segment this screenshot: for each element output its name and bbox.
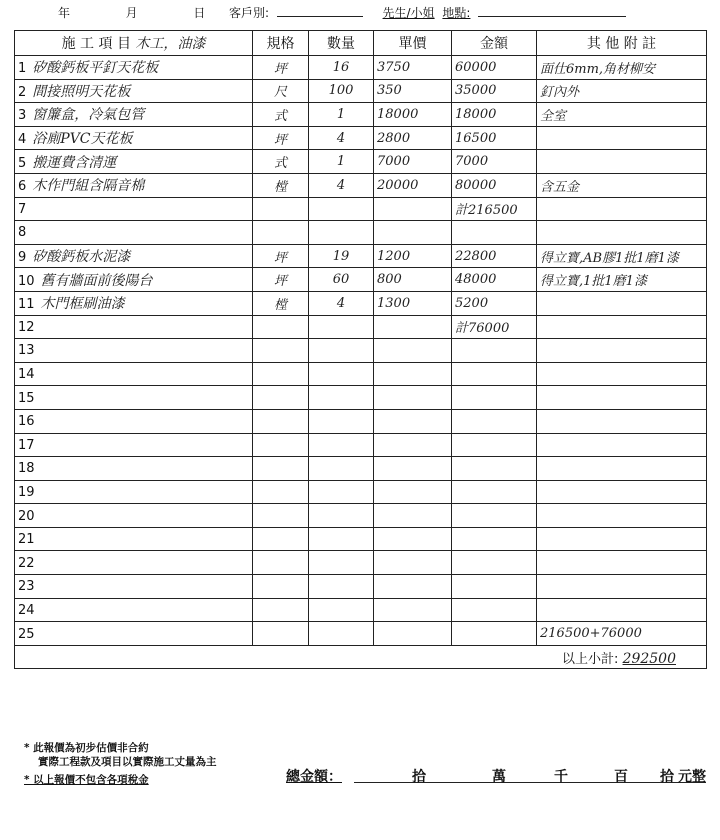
row-item-cell <box>15 79 253 103</box>
row-item-cell <box>15 221 253 245</box>
row-spec: 坪 <box>253 56 309 80</box>
row-qty: 1 <box>309 103 374 127</box>
row-qty <box>309 504 374 528</box>
row-amount: 5200 <box>452 291 537 315</box>
row-price <box>374 598 452 622</box>
footer-note-tax: * 以上報價不包含各項稅金 <box>24 774 149 786</box>
row-qty <box>309 386 374 410</box>
row-item-cell <box>15 386 253 410</box>
row-item-cell <box>15 598 253 622</box>
row-price <box>374 480 452 504</box>
header-line <box>58 4 630 21</box>
row-number: 8 <box>18 225 27 241</box>
total-amount-label: 總金額： <box>286 769 342 785</box>
row-qty: 100 <box>309 79 374 103</box>
table-row <box>15 79 707 103</box>
row-price: 2800 <box>374 126 452 150</box>
row-number: 21 <box>18 532 35 548</box>
row-note: 全室 <box>537 103 707 127</box>
subtotal-value: 292500 <box>622 650 676 667</box>
row-item-cell <box>15 150 253 174</box>
total-amount-line <box>354 782 706 783</box>
row-note <box>537 527 707 551</box>
row-amount <box>452 622 537 646</box>
row-price <box>374 409 452 433</box>
table-header-row <box>15 31 707 56</box>
row-item-cell <box>15 457 253 481</box>
row-amount: 計216500 <box>452 197 537 221</box>
row-item-cell <box>15 362 253 386</box>
row-qty <box>309 527 374 551</box>
row-number: 1 <box>18 61 27 77</box>
row-amount <box>452 339 537 363</box>
table-row <box>15 504 707 528</box>
row-qty: 19 <box>309 244 374 268</box>
row-price <box>374 433 452 457</box>
row-price: 350 <box>374 79 452 103</box>
row-amount <box>452 386 537 410</box>
row-spec <box>253 362 309 386</box>
row-note: 含五金 <box>537 173 707 197</box>
table-row <box>15 221 707 245</box>
row-item-cell <box>15 268 253 292</box>
row-qty <box>309 457 374 481</box>
row-number: 2 <box>18 84 27 100</box>
row-spec <box>253 409 309 433</box>
row-price: 1300 <box>374 291 452 315</box>
row-number: 13 <box>18 343 35 359</box>
table-row <box>15 551 707 575</box>
row-price: 18000 <box>374 103 452 127</box>
row-price: 800 <box>374 268 452 292</box>
table-row <box>15 197 707 221</box>
row-note <box>537 386 707 410</box>
footer <box>14 738 706 788</box>
row-item: 舊有牆面前後陽台 <box>40 272 153 289</box>
row-item-cell <box>15 551 253 575</box>
row-note <box>537 504 707 528</box>
row-amount <box>452 221 537 245</box>
row-spec <box>253 551 309 575</box>
row-note <box>537 197 707 221</box>
row-item: 木作門組含隔音棉 <box>32 178 145 195</box>
row-qty <box>309 221 374 245</box>
row-price <box>374 362 452 386</box>
row-qty: 4 <box>309 291 374 315</box>
row-number: 10 <box>18 273 35 289</box>
row-qty <box>309 575 374 599</box>
row-qty: 16 <box>309 56 374 80</box>
table-row <box>15 409 707 433</box>
row-amount: 22800 <box>452 244 537 268</box>
amount-header: 金額 <box>452 31 537 56</box>
row-price <box>374 575 452 599</box>
table-row <box>15 622 707 646</box>
row-note: 釘內外 <box>537 79 707 103</box>
row-qty: 4 <box>309 173 374 197</box>
row-spec: 樘 <box>253 291 309 315</box>
row-item: 窗簾盒，冷氣包管 <box>32 107 145 124</box>
row-item-cell <box>15 126 253 150</box>
footer-note-estimate: * 此報價為初步估價非合約 <box>24 742 149 754</box>
row-number: 23 <box>18 579 35 595</box>
row-qty <box>309 598 374 622</box>
row-item: 矽酸鈣板水泥漆 <box>32 249 131 266</box>
row-qty <box>309 622 374 646</box>
row-number: 12 <box>18 319 35 335</box>
row-spec <box>253 622 309 646</box>
table-row <box>15 575 707 599</box>
day-label: 日 <box>193 6 206 20</box>
row-note <box>537 339 707 363</box>
row-qty <box>309 480 374 504</box>
title-label: 先生/小姐 <box>382 6 435 20</box>
table-row <box>15 56 707 80</box>
row-note <box>537 221 707 245</box>
row-number: 25 <box>18 626 35 642</box>
row-note <box>537 126 707 150</box>
table-row <box>15 386 707 410</box>
unit-wan: 萬 <box>492 769 506 785</box>
row-item-cell <box>15 527 253 551</box>
row-note <box>537 409 707 433</box>
row-item-cell <box>15 291 253 315</box>
row-item-cell <box>15 622 253 646</box>
row-spec <box>253 339 309 363</box>
row-spec <box>253 480 309 504</box>
footer-note-measure: 實際工程款及項目以實際施工丈量為主 <box>38 756 217 768</box>
row-qty: 60 <box>309 268 374 292</box>
price-header: 單價 <box>374 31 452 56</box>
row-amount: 60000 <box>452 56 537 80</box>
row-number: 6 <box>18 179 27 195</box>
row-item-cell <box>15 480 253 504</box>
table-row <box>15 457 707 481</box>
row-amount: 18000 <box>452 103 537 127</box>
row-amount <box>452 433 537 457</box>
row-note <box>537 291 707 315</box>
row-spec: 坪 <box>253 268 309 292</box>
row-number: 22 <box>18 555 35 571</box>
row-spec <box>253 457 309 481</box>
row-price <box>374 457 452 481</box>
row-amount: 計76000 <box>452 315 537 339</box>
table-row <box>15 244 707 268</box>
row-price <box>374 527 452 551</box>
row-price <box>374 339 452 363</box>
quote-table <box>14 30 707 669</box>
row-spec <box>253 433 309 457</box>
location-label: 地點: <box>442 6 471 20</box>
table-row <box>15 527 707 551</box>
table-row <box>15 103 707 127</box>
row-spec: 坪 <box>253 126 309 150</box>
table-row <box>15 150 707 174</box>
row-qty <box>309 551 374 575</box>
row-number: 16 <box>18 414 35 430</box>
item-header <box>15 31 253 56</box>
table-row <box>15 339 707 363</box>
row-price: 1200 <box>374 244 452 268</box>
table-row <box>15 291 707 315</box>
row-note <box>537 362 707 386</box>
row-note <box>537 598 707 622</box>
row-spec: 式 <box>253 103 309 127</box>
row-number: 19 <box>18 484 35 500</box>
row-amount: 48000 <box>452 268 537 292</box>
table-row <box>15 126 707 150</box>
row-note: 得立寶,1批1磨1漆 <box>537 268 707 292</box>
table-row <box>15 362 707 386</box>
table-row <box>15 173 707 197</box>
row-price <box>374 551 452 575</box>
row-number: 20 <box>18 508 35 524</box>
row-item-cell <box>15 173 253 197</box>
row-amount <box>452 480 537 504</box>
row-number: 24 <box>18 602 35 618</box>
row-spec <box>253 598 309 622</box>
row-price <box>374 315 452 339</box>
row-qty: 4 <box>309 126 374 150</box>
table-row <box>15 433 707 457</box>
row-number: 4 <box>18 132 27 148</box>
spec-header: 規格 <box>253 31 309 56</box>
item-header-handwritten: 木工，油漆 <box>135 36 206 52</box>
row-price: 20000 <box>374 173 452 197</box>
row-qty <box>309 362 374 386</box>
table-row <box>15 268 707 292</box>
row-amount <box>452 457 537 481</box>
row-spec <box>253 386 309 410</box>
row-price <box>374 221 452 245</box>
row-note <box>537 433 707 457</box>
row-note <box>537 575 707 599</box>
row-note: 得立寶,AB膠1批1磨1漆 <box>537 244 707 268</box>
row-amount: 80000 <box>452 173 537 197</box>
row-note: 面仕6mm,角材柳安 <box>537 56 707 80</box>
row-qty <box>309 339 374 363</box>
subtotal-label: 以上小計: <box>562 651 619 667</box>
row-item: 間接照明天花板 <box>32 83 131 100</box>
subtotal-row <box>15 645 707 669</box>
row-amount <box>452 409 537 433</box>
row-qty <box>309 197 374 221</box>
row-number: 3 <box>18 108 27 124</box>
row-number: 9 <box>18 250 27 266</box>
table-row <box>15 315 707 339</box>
row-qty <box>309 315 374 339</box>
notes-header: 其 他 附 註 <box>537 31 707 56</box>
row-amount: 16500 <box>452 126 537 150</box>
row-number: 5 <box>18 155 27 171</box>
year-label: 年 <box>58 6 71 20</box>
row-note: 216500+76000 <box>537 622 707 646</box>
month-label: 月 <box>125 6 138 20</box>
row-note <box>537 457 707 481</box>
row-qty: 1 <box>309 150 374 174</box>
row-item-cell <box>15 409 253 433</box>
unit-shi-wan: 拾 <box>412 769 426 785</box>
row-amount <box>452 575 537 599</box>
row-price <box>374 504 452 528</box>
row-item: 木門框刷油漆 <box>40 296 125 313</box>
qty-header: 數量 <box>309 31 374 56</box>
row-note <box>537 551 707 575</box>
row-spec: 式 <box>253 150 309 174</box>
row-spec <box>253 527 309 551</box>
row-item-cell <box>15 339 253 363</box>
unit-bai: 百 <box>614 769 628 785</box>
row-spec <box>253 197 309 221</box>
row-price: 3750 <box>374 56 452 80</box>
row-number: 18 <box>18 461 35 477</box>
row-amount <box>452 598 537 622</box>
row-amount <box>452 504 537 528</box>
row-note <box>537 315 707 339</box>
row-price <box>374 622 452 646</box>
row-amount <box>452 527 537 551</box>
row-item: 搬運費含清運 <box>32 154 117 171</box>
row-number: 14 <box>18 367 35 383</box>
row-spec <box>253 315 309 339</box>
item-header-label: 施 工 項 目 <box>61 36 131 52</box>
row-price <box>374 197 452 221</box>
row-item-cell <box>15 315 253 339</box>
row-item: 浴廁PVC天花板 <box>32 131 133 148</box>
row-spec: 坪 <box>253 244 309 268</box>
row-spec: 樘 <box>253 173 309 197</box>
row-item-cell <box>15 103 253 127</box>
row-qty <box>309 433 374 457</box>
row-spec: 尺 <box>253 79 309 103</box>
row-note <box>537 150 707 174</box>
row-number: 7 <box>18 201 27 217</box>
row-amount <box>452 362 537 386</box>
row-amount: 35000 <box>452 79 537 103</box>
row-price <box>374 386 452 410</box>
row-amount <box>452 551 537 575</box>
row-spec <box>253 575 309 599</box>
row-qty <box>309 409 374 433</box>
table-row <box>15 480 707 504</box>
row-number: 17 <box>18 437 35 453</box>
unit-yuan-zheng: 元整 <box>678 769 706 785</box>
row-item-cell <box>15 197 253 221</box>
row-item-cell <box>15 433 253 457</box>
row-spec <box>253 504 309 528</box>
row-note <box>537 480 707 504</box>
row-item-cell <box>15 56 253 80</box>
row-item-cell <box>15 244 253 268</box>
row-amount: 7000 <box>452 150 537 174</box>
row-item: 矽酸鈣板平釘天花板 <box>32 60 159 77</box>
row-item-cell <box>15 504 253 528</box>
unit-shi: 拾 <box>660 769 674 785</box>
row-number: 11 <box>18 297 35 313</box>
unit-qian: 千 <box>554 769 568 785</box>
row-price: 7000 <box>374 150 452 174</box>
table-row <box>15 598 707 622</box>
row-number: 15 <box>18 390 35 406</box>
row-spec <box>253 221 309 245</box>
row-item-cell <box>15 575 253 599</box>
client-label: 客戶別: <box>229 6 270 20</box>
